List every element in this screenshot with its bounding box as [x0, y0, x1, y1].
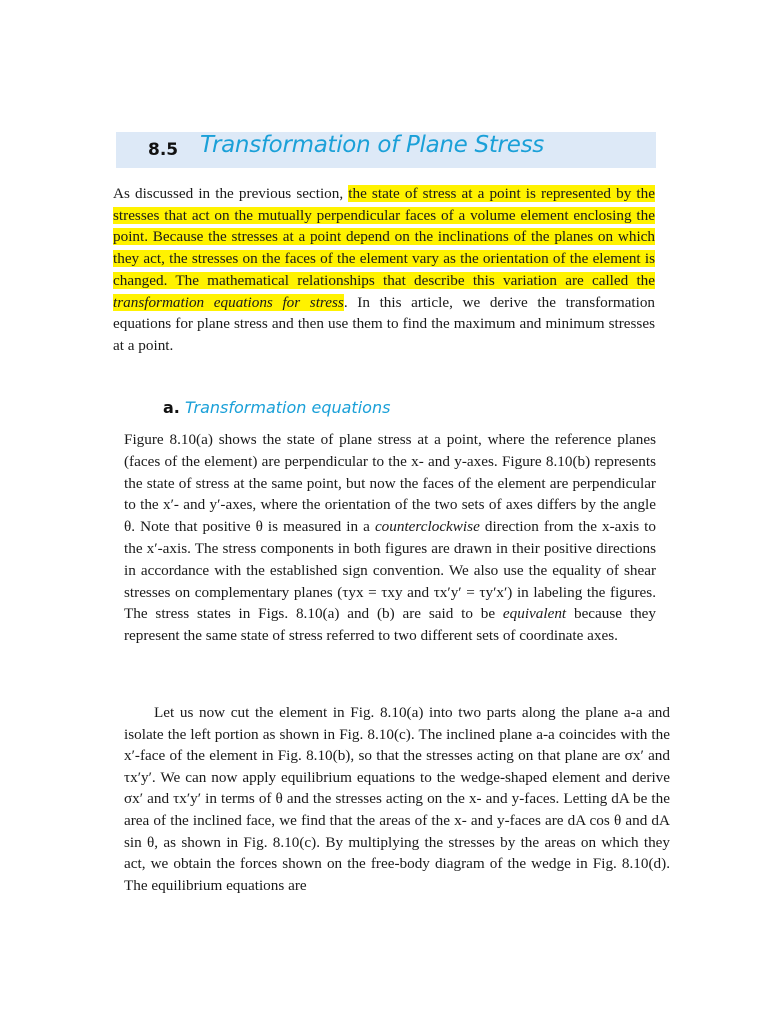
highlighted-term: transformation equations for stress [113, 293, 344, 311]
subsection-heading [163, 398, 390, 417]
body-paragraph-wedge-derivation: Let us now cut the element in Fig. 8.10(a) into two parts along the plane a-a and isolate the left portion as shown in Fig. 8.10(c). The inclined plane a-a coincides with the x′-face of the element in Fig. 8.10(b), so that the stresses acting on that plane are σx′ and τx′y′. We can now apply equilibrium equations to the wedge-shaped element and derive σx′ and τx′y′ in terms of θ and the stresses acting on the x- and y-faces. Letting dA be the area of the inclined face, we find that the areas of the x- and y-faces are dA cos θ and dA sin θ, as shown in Fig. 8.10(c). By multiplying the stresses by the areas on which they act, we obtain the forces shown on the free-body diagram of the wedge in Fig. 8.10(d). The equilibrium equations are [124, 704, 670, 894]
subsection-letter: a. [163, 398, 180, 417]
para2-emphasis-counterclockwise: counterclockwise [374, 518, 480, 536]
intro-text-end: . In this article, we derive the transformation equations for plane stress and then use them to find the maximum and minimum stresses at a point. [113, 293, 656, 354]
para2-emphasis-equivalent: equivalent [502, 605, 567, 623]
body-paragraph-figure-description [124, 429, 656, 647]
para2-text-2: direction from the x-axis to the x′-axis. The stress components in both figures are drawn in their positive directions in accordance with the established sign convention. We also use the equality of shear stresses on complementary planes (τyx = τxy and τx′y′ = τy′x′) in labeling the figures. The stress states in Figs. 8.10(a) and (b) are said to be [124, 518, 656, 623]
para2-text-3: because they represent the same state of stress referred to two different sets of coordinate axes. [124, 605, 656, 645]
section-number: 8.5 [148, 140, 179, 160]
section-title: Transformation of Plane Stress [200, 132, 544, 158]
intro-paragraph [113, 183, 655, 357]
intro-text-start: As discussed in the previous section, [113, 185, 349, 202]
subsection-title: Transformation equations [184, 398, 391, 417]
para2-text-1: Figure 8.10(a) shows the state of plane stress at a point, where the reference planes (faces of the element) are perpendicular to the x- and y-axes. Figure 8.10(b) represents the state of stress at the same point, but now the faces of the element are perpendicular to the x′- and y′-axes, where the orientation of the two sets of axes differs by the angle θ. Note that positive θ is measured in a [124, 431, 656, 536]
highlighted-definition: the state of stress at a point is represented by the stresses that act on the mutually perpendicular faces of a volume element enclosing the point. Because the stresses at a point depend on the inclinations of the planes on which they act, the stresses on the faces of the element vary as the orientation of the element is changed. The mathematical relationships that describe this variation are called the [113, 185, 655, 289]
